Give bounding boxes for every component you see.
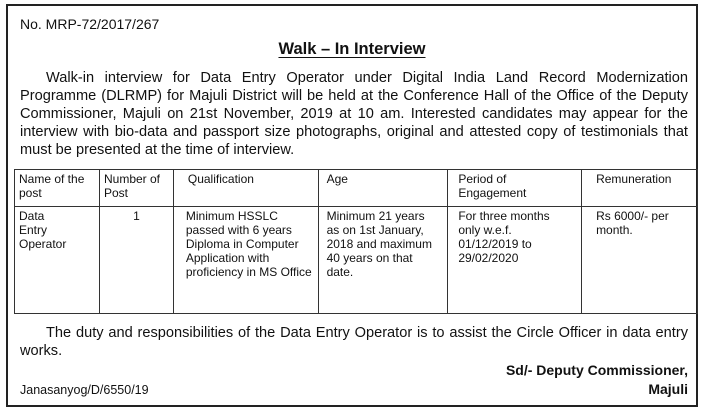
header-post-count: Number of Post (99, 170, 173, 207)
footer-reference: Janasanyog/D/6550/19 (20, 383, 149, 397)
reference-number: No. MRP-72/2017/267 (20, 16, 160, 32)
header-qualification: Qualification (173, 170, 318, 207)
duty-paragraph: The duty and responsibilities of the Data Entry Operator is to assist the Circle Officer in data entry works. (20, 325, 688, 359)
header-period: Period of Engagement (448, 170, 582, 207)
cell-period: For three months only w.e.f. 01/12/2019 to 29/02/2020 (448, 207, 582, 314)
cell-qualification: Minimum HSSLC passed with 6 years Diploma in Computer Application with proficiency in MS Office (173, 207, 318, 314)
cell-post-name: Data Entry Operator (15, 207, 100, 314)
header-post-name: Name of the post (15, 170, 100, 207)
notice-title (8, 40, 696, 59)
cell-remuneration: Rs 6000/- per month. (582, 207, 698, 314)
posts-table (14, 169, 698, 314)
table-row (15, 207, 698, 314)
cell-age: Minimum 21 years as on 1st January, 2018 and maximum 40 years on that date. (318, 207, 448, 314)
signatory-line: Sd/- Deputy Commissioner, (505, 362, 688, 378)
table-header-row (15, 170, 698, 207)
header-age: Age (318, 170, 448, 207)
notice-title-text: Walk – In Interview (278, 40, 426, 58)
cell-post-count: 1 (99, 207, 173, 314)
notice-box (6, 4, 698, 407)
signatory-place: Majuli (648, 381, 688, 397)
intro-paragraph: Walk-in interview for Data Entry Operator under Digital India Land Record Modernization Programme (DLRMP) for Majuli District will be held at the Conference Hall of the Office of the Deputy Commissioner, Majuli on 21st November, 2019 at 10 am. Interested candidates may appear for the interview with bio-data and passport size photographs, original and attested copy of testimonials that must be presented at the time of interview. (20, 70, 688, 158)
header-remuneration: Remuneration (582, 170, 698, 207)
